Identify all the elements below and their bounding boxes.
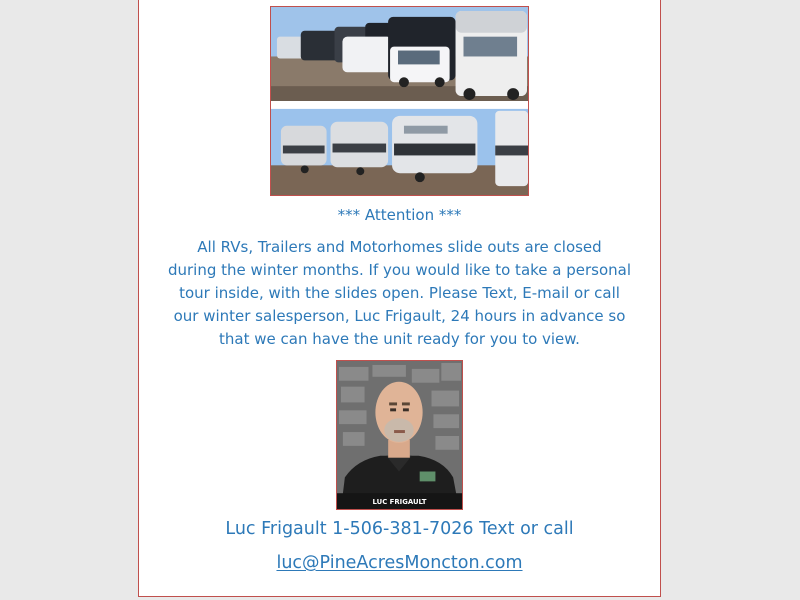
notice-line: tour inside, with the slides open. Please Text, E-mail or call (179, 284, 620, 302)
salesperson-photo (337, 361, 462, 509)
notice-line: our winter salesperson, Luc Frigault, 24 hours in advance so (173, 307, 626, 325)
contact-line: Luc Frigault 1-506-381-7026 Text or call (225, 519, 574, 539)
email-line (139, 553, 660, 573)
portrait-caption: LUC FRIGAULT (372, 498, 427, 507)
notice-line: All RVs, Trailers and Motorhomes slide outs are closed (197, 238, 602, 256)
notice-line: that we can have the unit ready for you to view. (219, 330, 580, 348)
rv-lot-image (271, 7, 528, 195)
attention-heading: *** Attention *** (337, 206, 462, 224)
winter-notice (159, 236, 640, 351)
content-card (138, 0, 661, 597)
rv-lot-photo (270, 6, 529, 196)
email-link[interactable]: luc@PineAcresMoncton.com (276, 553, 523, 573)
salesperson-portrait (336, 360, 463, 510)
notice-line: during the winter months. If you would like to take a personal (167, 261, 632, 279)
